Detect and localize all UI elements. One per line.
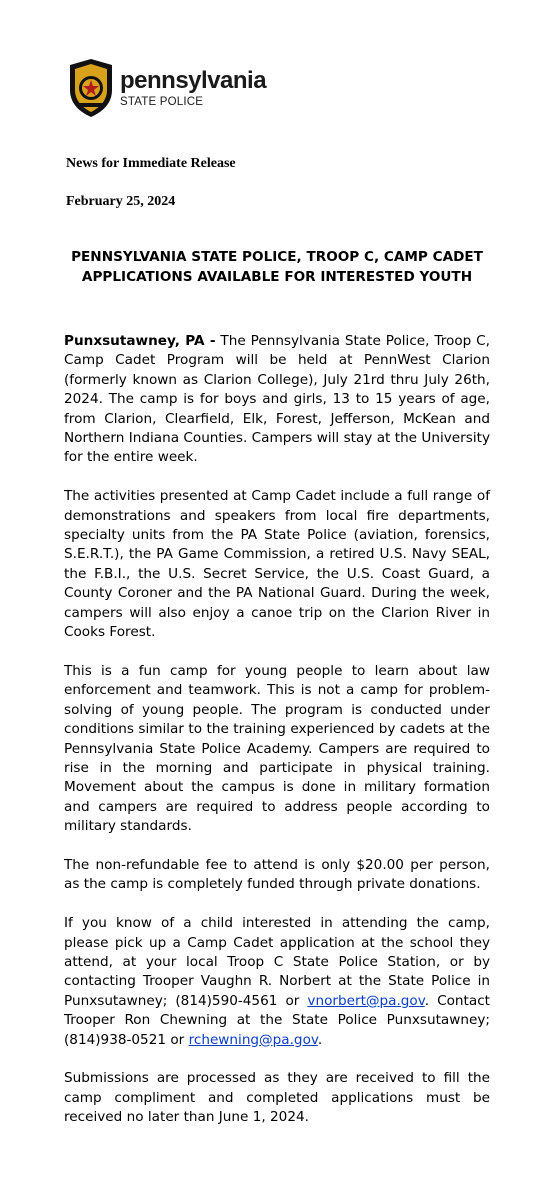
paragraph-4: The non-refundable fee to attend is only $20.00 per person, as the camp is completely funded through private donations.	[64, 856, 490, 893]
paragraph-5-text-c: .	[317, 1031, 323, 1048]
paragraph-2: The activities presented at Camp Cadet include a full range of demonstrations and speakers from local fire departments, specialty units from the PA State Police (aviation, forensics, S.E.R.T.), the PA Game Commission, a retired U.S. Navy SEAL, the F.B.I., the U.S. Secret Service, the U.S. Coast Guard, a County Coroner and the PA National Guard. During the week, campers will also enjoy a canoe trip on the Clarion River in Cooks Forest.	[64, 488, 490, 641]
paragraph-5	[64, 914, 490, 1050]
state-police-badge-icon	[68, 58, 114, 118]
paragraph-1	[64, 332, 490, 468]
paragraph-6: Submissions are processed as they are received to fill the camp compliment and completed applications must be received no later than June 1, 2024.	[64, 1070, 490, 1126]
article-body	[64, 332, 490, 1147]
brand-subtitle: STATE POLICE	[120, 95, 204, 108]
release-label: News for Immediate Release	[66, 156, 236, 171]
paragraph-5-text-b: . Contact Trooper Ron Chewning at the State Police Punxsutawney; (814)938-0521 or	[64, 992, 490, 1048]
email-link-chewning[interactable]: rchewning@pa.gov	[188, 1031, 318, 1048]
paragraph-5-text-a: If you know of a child interested in attending the camp, please pick up a Camp Cadet application at the school they attend, at your local Troop C State Police Station, or by contacting Trooper Vaughn R. Norbert at the State Police in Punxsutawney; (814)590-4561 or	[64, 915, 490, 1009]
paragraph-1-text: The Pennsylvania State Police, Troop C, Camp Cadet Program will be held at PennWest Clarion (formerly known as Clarion College), July 21rd thru July 26th, 2024. The camp is for boys and girls, 13 to 15 years of age, from Clarion, Clearfield, Elk, Forest, Jefferson, McKean and Northern Indiana Counties. Campers will stay at the University for the entire week.	[64, 333, 491, 466]
release-date: February 25, 2024	[66, 194, 176, 209]
agency-logo	[68, 58, 266, 118]
email-link-norbert[interactable]: vnorbert@pa.gov	[307, 992, 425, 1009]
headline: PENNSYLVANIA STATE POLICE, TROOP C, CAMP CADET APPLICATIONS AVAILABLE FOR INTERESTED YOUTH	[71, 249, 483, 285]
paragraph-3: This is a fun camp for young people to learn about law enforcement and teamwork. This is not a camp for problem-solving of young people. The program is conducted under conditions similar to the training experienced by cadets at the Pennsylvania State Police Academy. Campers are required to rise in the morning and participate in physical training. Movement about the campus is done in military formation and campers are required to address people according to military standards.	[64, 662, 490, 835]
dateline: Punxsutawney, PA -	[64, 333, 216, 349]
brand-name: pennsylvania	[120, 66, 267, 94]
